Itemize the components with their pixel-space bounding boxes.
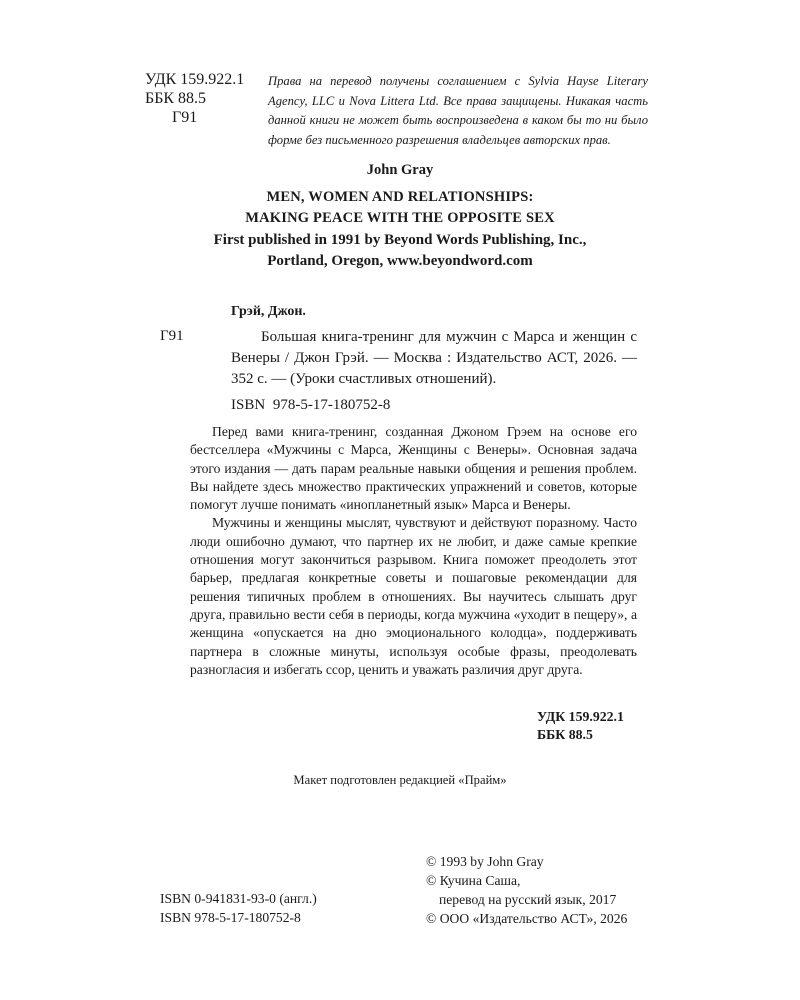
catalog-isbn: ISBN 978-5-17-180752-8 xyxy=(231,397,391,413)
classification-block xyxy=(145,70,244,127)
publication-line1: First published in 1991 by Beyond Words Publishing, Inc., xyxy=(213,232,587,248)
udk-code: УДК 159.922.1 xyxy=(145,71,245,88)
catalog-description: Большая книга-тренинг для мужчин с Марса и женщин с Венеры / Джон Грэй. — Москва : Издательство АСТ, 2026. — 352 с. — (Уроки счастливых отношений). xyxy=(231,329,637,387)
copyright-block xyxy=(426,852,627,928)
copyright-line1: © 1993 by John Gray xyxy=(426,854,544,869)
prepared-by: Макет подготовлен редакцией «Прайм» xyxy=(293,773,507,787)
rights-notice: Права на перевод получены соглашением с Sylvia Hayse Literary Agency, LLC и Nova Littera Ltd. Все права защищены. Никакая часть данной книги не может быть воспроизведена в каком бы то ни было форме без письменного разрешения владельцев авторских прав. xyxy=(268,74,648,147)
original-title-line1: MEN, WOMEN AND RELATIONSHIPS: xyxy=(266,189,534,205)
annotation-classification xyxy=(537,708,624,744)
copyright-line2: © Кучина Саша, xyxy=(426,873,521,888)
isbn-russian: ISBN 978-5-17-180752-8 xyxy=(160,910,301,925)
isbn-english: ISBN 0-941831-93-0 (англ.) xyxy=(160,891,317,906)
original-title xyxy=(160,187,640,229)
annotation-paragraph-1: Перед вами книга-тренинг, созданная Джоном Грэем на основе его бестселлера «Мужчины с Марса, Женщины с Венеры». Основная задача этого издания — дать парам реальные навыки общения и решения проблем. Вы найдете здесь множество практических упражнений и советов, которые помогут лучше понимать «инопланетный язык» Марса и Венеры. xyxy=(190,424,637,513)
original-author: John Gray xyxy=(366,162,434,178)
annotation-paragraph-2: Мужчины и женщины мыслят, чувствуют и действуют поразному. Часто люди ошибочно думают, что партнер их не любит, и даже самые крепкие отношения могут закончиться разрывом. Книга поможет преодолеть этот барьер, предлагая конкретные советы и пошаговые рекомендации для решения типичных проблем в отношениях. Вы научитесь слышать друг друга, правильно вести себя в периоды, когда мужчина «уходит в пещеру», а женщина «опускается на дно эмоционального колодца», поддерживать партнера в сложные минуты, используя особые фразы, преодолевать разногласия и избегать ссор, ценить и уважать различия друг друга. xyxy=(190,515,637,677)
catalog-author-mark: Г91 xyxy=(160,328,184,344)
annotation xyxy=(190,423,637,679)
bbk-code: ББК 88.5 xyxy=(145,90,207,107)
original-title-line2: MAKING PEACE WITH THE OPPOSITE SEX xyxy=(245,210,555,226)
isbn-block xyxy=(160,889,317,927)
annotation-udk: УДК 159.922.1 xyxy=(537,709,624,724)
author-mark: Г91 xyxy=(172,109,198,126)
publication-line2: Portland, Oregon, www.beyondword.com xyxy=(267,253,533,269)
copyright-line4: © ООО «Издательство АСТ», 2026 xyxy=(426,911,628,926)
catalog-heading: Грэй, Джон. xyxy=(231,304,306,319)
copyright-line3: перевод на русский язык, 2017 xyxy=(439,892,617,907)
annotation-bbk: ББК 88.5 xyxy=(537,727,593,742)
publication-info xyxy=(160,230,640,272)
